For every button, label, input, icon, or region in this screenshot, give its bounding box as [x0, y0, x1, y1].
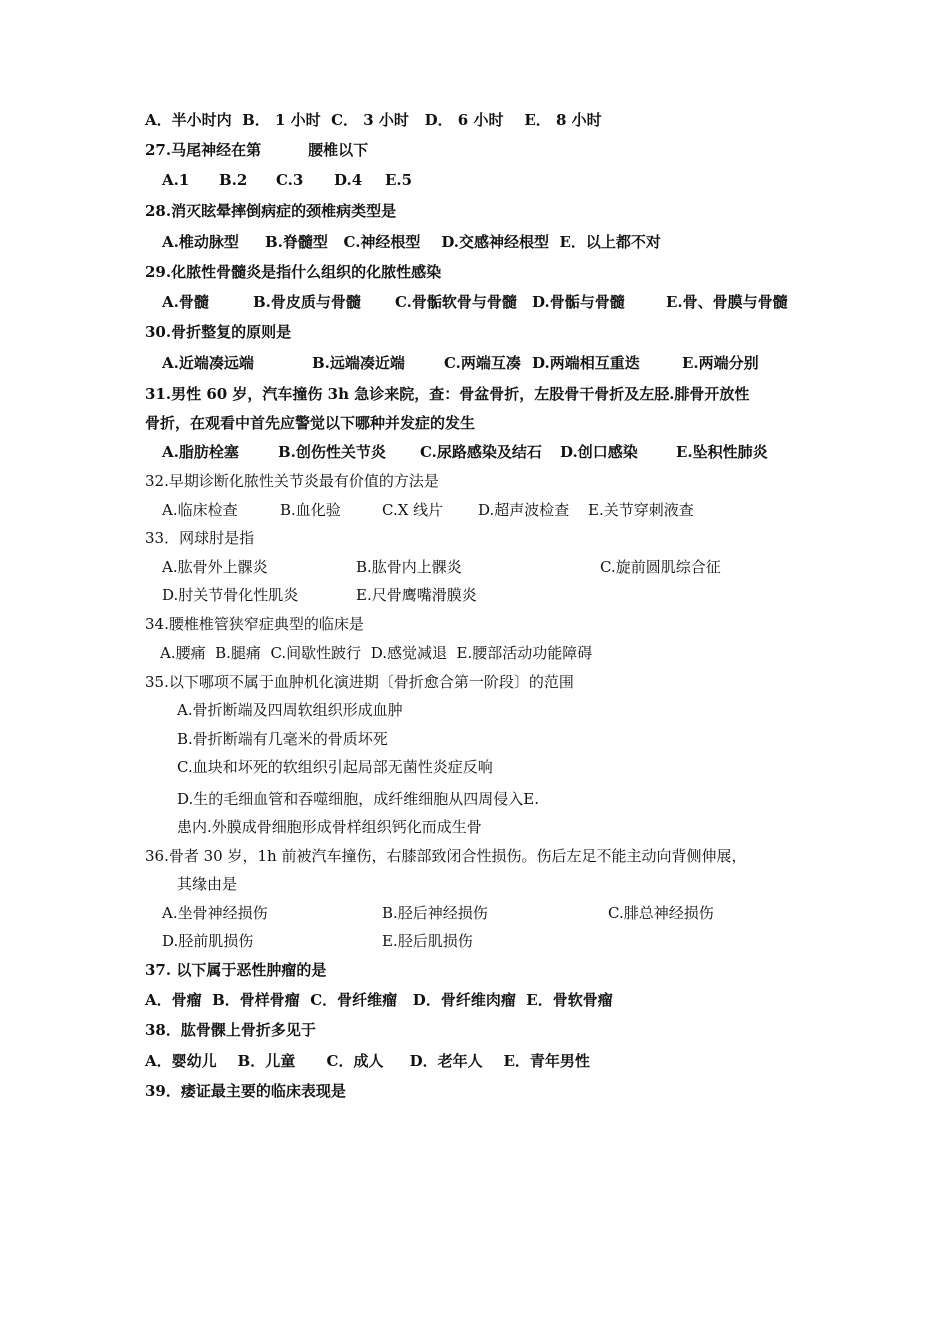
- q30-stem: 30.骨折整复的原则是: [145, 323, 292, 341]
- q27-stem: 27.马尾神经在第 腰椎以下: [145, 141, 369, 159]
- q29-option-b: B.骨皮质与骨髓: [253, 293, 361, 311]
- q30-option-a: A.近端凑远端: [162, 354, 254, 372]
- q29-option-e: E.骨、骨膜与骨髓: [666, 293, 788, 311]
- q33-option-e: E.尺骨鹰嘴滑膜炎: [356, 586, 477, 604]
- q37-stem: 37. 以下属于恶性肿瘤的是: [145, 961, 327, 979]
- q29-stem: 29.化脓性骨髓炎是指什么组织的化脓性感染: [145, 263, 442, 281]
- q29-option-a: A.骨髓: [162, 293, 209, 311]
- q27-option-c: C.3: [276, 171, 304, 189]
- q35-option-a: A.骨折断端及四周软组织形成血肿: [177, 701, 403, 719]
- q28-stem: 28.消灭眩晕摔倒病症的颈椎病类型是: [145, 202, 397, 220]
- q37-options: A．骨瘤 B．骨样骨瘤 C．骨纤维瘤 D．骨纤维肉瘤 E．骨软骨瘤: [145, 991, 613, 1009]
- q31-option-e: E.坠积性肺炎: [676, 443, 768, 461]
- q36-stem-line1: 36.骨者 30 岁，1h 前被汽车撞伤，右膝部致闭合性损伤。伤后左足不能主动向背侧伸展，: [145, 847, 747, 865]
- q39-stem: 39．痿证最主要的临床表现是: [145, 1082, 346, 1100]
- q29-option-c: C.骨骺软骨与骨髓: [395, 293, 517, 311]
- q30-option-b: B.远端凑近端: [312, 354, 405, 372]
- q35-option-c: C.血块和坏死的软组织引起局部无菌性炎症反响: [177, 758, 493, 776]
- q27-option-b: B.2: [219, 171, 248, 189]
- q27-option-a: A.1: [162, 171, 190, 189]
- q33-option-b: B.肱骨内上髁炎: [356, 558, 462, 576]
- q26-options: A．半小时内 B． 1 小时 C． 3 小时 D． 6 小时 E． 8 小时: [145, 111, 602, 129]
- q36-option-e: E.胫后肌损伤: [382, 932, 473, 950]
- q36-option-b: B.胫后神经损伤: [382, 904, 488, 922]
- q34-options: A.腰痛 B.腿痛 C.间歇性跛行 D.感觉减退 E.腰部活动功能障碍: [160, 644, 593, 662]
- q28-options: A.椎动脉型 B.脊髓型 C.神经根型 D.交感神经根型 E．以上都不对: [162, 233, 661, 251]
- q33-option-a: A.肱骨外上髁炎: [162, 558, 268, 576]
- q33-option-d: D.肘关节骨化性肌炎: [162, 586, 299, 604]
- q35-option-b: B.骨折断端有几毫米的骨质坏死: [177, 730, 388, 748]
- q31-option-a: A.脂肪栓塞: [162, 443, 239, 461]
- q31-stem-line1: 31.男性 60 岁，汽车撞伤 3h 急诊来院，查：骨盆骨折，左股骨干骨折及左胫.腓骨开放性: [145, 385, 750, 403]
- q31-option-d: D.创口感染: [560, 443, 638, 461]
- q38-options: A．婴幼儿 B．儿童 C．成人 D．老年人 E．青年男性: [145, 1052, 590, 1070]
- q29-option-d: D.骨骺与骨髓: [532, 293, 625, 311]
- q34-stem: 34.腰椎椎管狭窄症典型的临床是: [145, 615, 364, 633]
- q31-option-b: B.创伤性关节炎: [278, 443, 386, 461]
- q36-stem-line2: 其缘由是: [177, 875, 238, 893]
- q38-stem: 38．肱骨髁上骨折多见于: [145, 1021, 316, 1039]
- q32-option-e: E.关节穿刺液查: [588, 501, 694, 519]
- q36-option-d: D.胫前肌损伤: [162, 932, 254, 950]
- q32-option-a: A.临床检查: [162, 501, 238, 519]
- q27-option-e: E.5: [385, 171, 413, 189]
- q32-option-c: C.X 线片: [382, 501, 444, 519]
- q30-option-e: E.两端分别: [682, 354, 759, 372]
- q31-option-c: C.尿路感染及结石: [420, 443, 542, 461]
- q31-stem-line2: 骨折，在观看中首先应警觉以下哪种并发症的发生: [145, 414, 476, 432]
- q32-stem: 32.早期诊断化脓性关节炎最有价值的方法是: [145, 472, 439, 490]
- q27-option-d: D.4: [334, 171, 363, 189]
- q35-option-e: 患内.外膜成骨细胞形成骨样组织钙化而成生骨: [177, 818, 482, 836]
- q30-option-d: D.两端相互重迭: [532, 354, 640, 372]
- q30-option-c: C.两端互凑: [444, 354, 521, 372]
- q32-option-d: D.超声波检查: [478, 501, 570, 519]
- q36-option-a: A.坐骨神经损伤: [162, 904, 268, 922]
- q35-stem: 35.以下哪项不属于血肿机化演进期〔骨折愈合第一阶段〕的范围: [145, 673, 574, 691]
- q33-option-c: C.旋前圆肌综合征: [600, 558, 721, 576]
- q33-stem: 33．网球肘是指: [145, 529, 255, 547]
- q35-option-d: D.生的毛细血管和吞噬细胞，成纤维细胞从四周侵入E.: [177, 790, 539, 808]
- q36-option-c: C.腓总神经损伤: [608, 904, 714, 922]
- q32-option-b: B.血化验: [280, 501, 341, 519]
